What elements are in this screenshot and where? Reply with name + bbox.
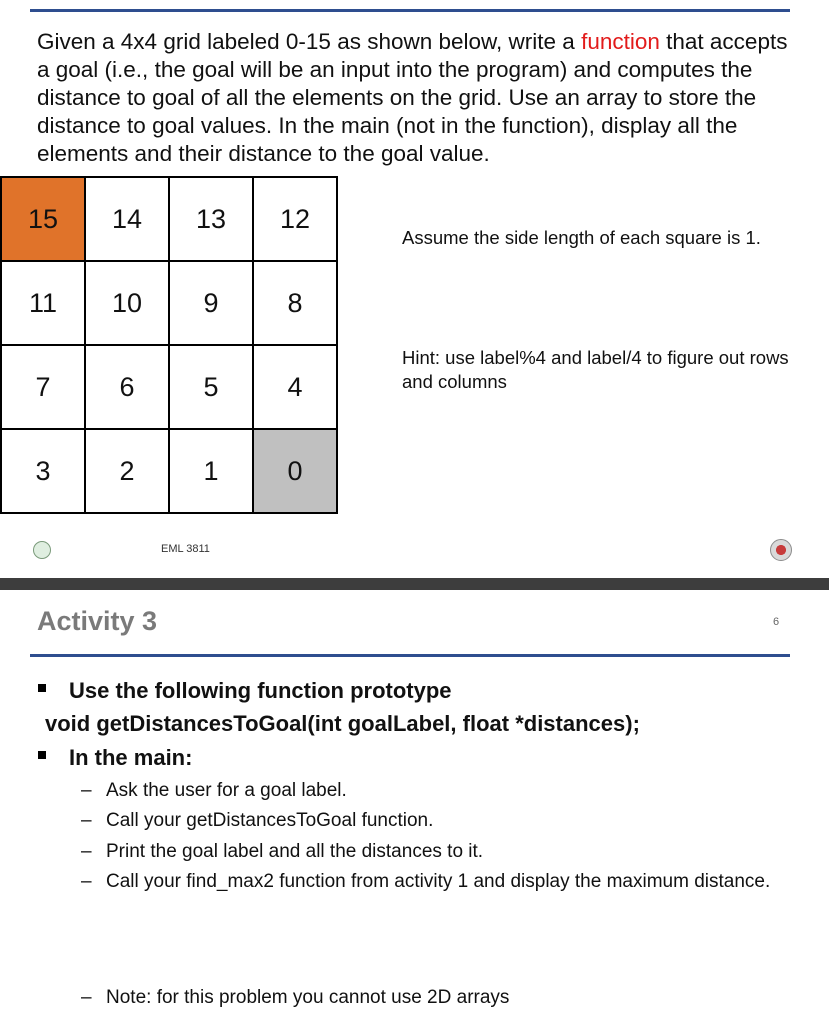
function-prototype: void getDistancesToGoal(int goalLabel, float *distances); [45, 711, 640, 736]
page-number: 6 [773, 616, 780, 628]
hint-note: Hint: use label%4 and label/4 to figure out rows and columns [402, 347, 789, 392]
dash-icon: – [81, 810, 92, 831]
activity-title: Activity 3 [37, 606, 158, 636]
grid-cell-13: 13 [170, 178, 254, 262]
dash-icon: – [81, 780, 92, 801]
bullet-square-icon [38, 751, 46, 759]
grid-cell-8: 8 [254, 262, 338, 346]
grid-cell-10: 10 [86, 262, 170, 346]
title-rule [30, 654, 790, 657]
step-text: Print the goal label and all the distances to it. [106, 841, 484, 862]
grid-cell-5: 5 [170, 346, 254, 430]
department-logo-icon [770, 539, 792, 561]
grid-cell-7: 7 [2, 346, 86, 430]
grid-cell-12: 12 [254, 178, 338, 262]
step-item [81, 809, 786, 833]
step-text: Call your find_max2 function from activity 1 and display the maximum distance. [106, 871, 771, 892]
step-text: Call your getDistancesToGoal function. [106, 810, 434, 831]
grid-cell-9: 9 [170, 262, 254, 346]
dash-icon: – [81, 871, 92, 892]
side-length-note: Assume the side length of each square is 1. [402, 227, 761, 248]
step-text: Ask the user for a goal label. [106, 780, 347, 801]
course-code: EML 3811 [161, 543, 210, 555]
grid-cell-1: 1 [170, 430, 254, 514]
grid-cell-15: 15 [2, 178, 86, 262]
problem-statement [37, 28, 797, 168]
bullet-square-icon [38, 684, 46, 692]
function-highlight: function [581, 29, 660, 54]
step-item [81, 986, 786, 1010]
label-grid [0, 176, 338, 514]
grid-cell-2: 2 [86, 430, 170, 514]
problem-text-start: Given a 4x4 grid labeled 0-15 as shown below, write a [37, 29, 582, 54]
top-rule [30, 9, 790, 12]
step-item [81, 779, 786, 803]
grid-cell-3: 3 [2, 430, 86, 514]
grid-cell-11: 11 [2, 262, 86, 346]
dash-icon: – [81, 841, 92, 862]
dash-icon: – [81, 987, 92, 1008]
step-item [81, 840, 786, 864]
slide-divider [0, 578, 829, 590]
university-seal-icon [33, 541, 51, 559]
step-item [81, 870, 786, 894]
problem-text-end: that accepts a goal (i.e., the goal will be an input into the program) and computes the distance to goal of all the elements on the grid. Use an array to store the distance to goal values. In the main (not in the function), display all the elements and their distance to the goal value. [37, 29, 788, 166]
constraint-note: Note: for this problem you cannot use 2D arrays [106, 987, 510, 1008]
bullet-main-heading: In the main: [69, 745, 193, 770]
grid-cell-4: 4 [254, 346, 338, 430]
grid-cell-6: 6 [86, 346, 170, 430]
grid-cell-0: 0 [254, 430, 338, 514]
bullet-prototype-heading: Use the following function prototype [69, 678, 452, 703]
grid-cell-14: 14 [86, 178, 170, 262]
